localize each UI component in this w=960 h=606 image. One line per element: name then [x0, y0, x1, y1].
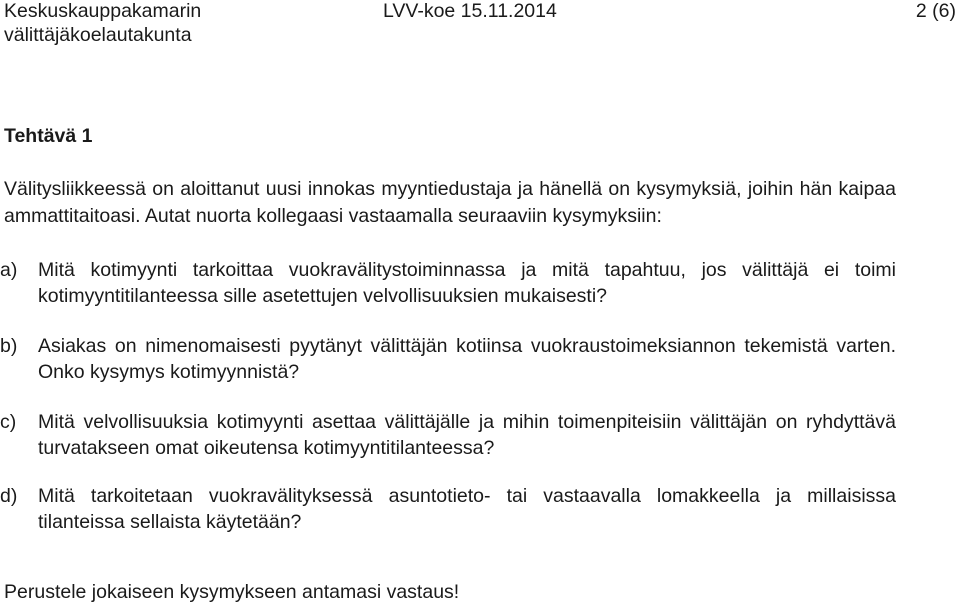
question-c [0, 409, 896, 461]
question-text: Mitä kotimyynti tarkoittaa vuokravälitystoiminnassa ja mitä tapahtuu, jos välittäjä ei toimi kotimyyntitilanteessa sille asetettujen velvollisuuksien mukaisesti? [38, 259, 896, 307]
question-letter: c) [0, 411, 17, 433]
closing-instruction: Perustele jokaiseen kysymykseen antamasi vastaus! [4, 581, 460, 603]
task-title: Tehtävä 1 [4, 125, 93, 147]
question-text: Asiakas on nimenomaisesti pyytänyt välittäjän kotiinsa vuokraustoimeksiannon tekemistä varten. Onko kysymys kotimyynnistä? [38, 335, 896, 383]
header-organization-line1: Keskuskauppakamarin [4, 0, 202, 22]
question-text: Mitä velvollisuuksia kotimyynti asettaa välittäjälle ja mihin toimenpiteisiin välittäjän on ryhdyttävä turvatakseen omat oikeutensa kotimyyntitilanteessa? [38, 411, 896, 459]
question-b [0, 333, 896, 385]
question-text: Mitä tarkoitetaan vuokravälityksessä asuntotieto- tai vastaavalla lomakkeella ja millaisissa tilanteissa sellaista käytetään? [38, 485, 896, 533]
question-a [0, 257, 896, 309]
task-intro: Välitysliikkeessä on aloittanut uusi innokas myyntiedustaja ja hänellä on kysymyksiä, joihin hän kaipaa ammattitaitoasi. Autat nuorta kollegaasi vastaamalla seuraaviin kysymyksiin: [4, 178, 896, 227]
header-organization-line2: välittäjäkoelautakunta [4, 24, 192, 46]
question-letter: a) [0, 259, 18, 281]
question-letter: d) [0, 485, 18, 507]
header-exam-title: LVV-koe 15.11.2014 [383, 0, 557, 22]
header-page-number: 2 (6) [915, 0, 956, 22]
question-letter: b) [0, 335, 18, 357]
question-d [0, 483, 896, 535]
